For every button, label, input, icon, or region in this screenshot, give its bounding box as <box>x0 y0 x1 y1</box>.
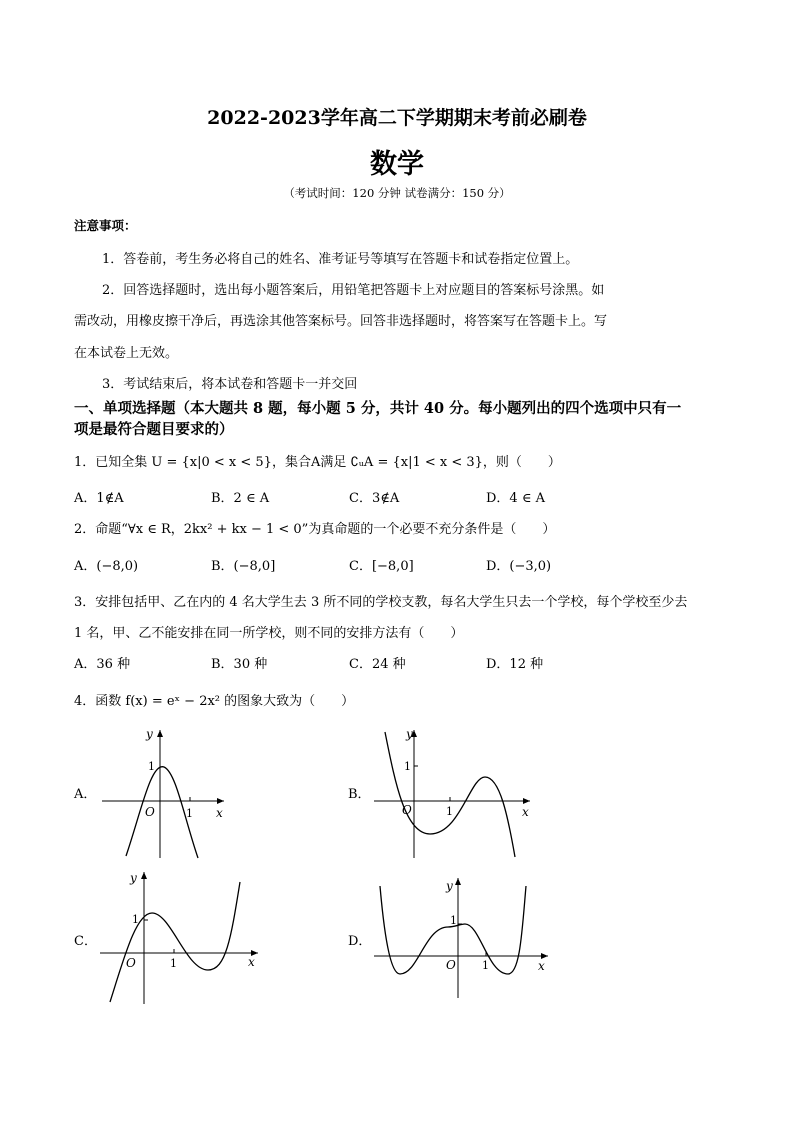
q4-option-d-label[interactable]: D． <box>348 934 372 949</box>
note-item-2-line1: 2．回答选择题时，选出每小题答案后，用铅笔把答题卡上对应题目的答案标号涂黑。如 <box>102 283 605 298</box>
paper-title: 2022-2023学年高二下学期期末考前必刷卷 <box>207 107 587 129</box>
section-1-heading-line1: 一、单项选择题（本大题共 8 题，每小题 5 分，共计 40 分。每小题列出的四个选项中只有一 <box>74 400 682 417</box>
graph-c-x-label: x <box>248 955 255 969</box>
subject-title: 数学 <box>370 149 424 180</box>
graph-b-origin-label: O <box>402 803 412 817</box>
q4-graph-c[interactable] <box>96 868 266 1008</box>
q1-option-a[interactable]: A．1∉A <box>74 491 124 506</box>
note-item-1: 1．答卷前，考生务必将自己的姓名、准考证号等填写在答题卡和试卷指定位置上。 <box>102 252 579 267</box>
q1-option-d[interactable]: D．4 ∈ A <box>486 491 545 506</box>
question-1-stem: 1．已知全集 U = {x|0 < x < 5}，集合A满足 ∁ᵤA = {x|1 < x < 3}，则（ ） <box>74 455 561 470</box>
q4-graph-d[interactable] <box>370 872 556 1002</box>
graph-b-y-label: y <box>406 727 413 741</box>
exam-info: （考试时间：120 分钟 试卷满分：150 分） <box>283 186 511 200</box>
question-4-stem: 4．函数 f(x) = eˣ − 2x² 的图象大致为（ ） <box>74 694 355 709</box>
q1-option-b[interactable]: B．2 ∈ A <box>211 491 270 506</box>
graph-a-origin-label: O <box>145 805 155 819</box>
graph-b-tick-y: 1 <box>404 760 411 773</box>
graph-c-y-label: y <box>130 871 137 885</box>
q2-option-b[interactable]: B．(−8,0] <box>211 559 276 574</box>
graph-a-y-label: y <box>146 727 153 741</box>
note-item-2-line3: 在本试卷上无效。 <box>74 346 179 361</box>
q2-option-c[interactable]: C．[−8,0] <box>349 559 414 574</box>
graph-d-x-label: x <box>538 959 545 973</box>
q4-option-b-label[interactable]: B． <box>348 787 371 802</box>
section-1-heading-line2: 项是最符合题目要求的） <box>74 421 234 438</box>
graph-a-x-label: x <box>216 806 223 820</box>
graph-a-tick-x: 1 <box>186 807 193 820</box>
q2-option-a[interactable]: A．(−8,0) <box>74 559 139 574</box>
note-item-3: 3．考试结束后，将本试卷和答题卡一并交回 <box>102 377 358 392</box>
graph-b-tick-x: 1 <box>446 805 453 818</box>
question-2-stem: 2．命题“∀x ∈ R，2kx² + kx − 1 < 0”为真命题的一个必要不充分条件是（ ） <box>74 522 556 537</box>
q3-option-d[interactable]: D．12 种 <box>486 657 544 672</box>
q4-option-a-label[interactable]: A． <box>74 787 97 802</box>
graph-d-tick-x: 1 <box>482 959 489 972</box>
graph-c-tick-x: 1 <box>170 957 177 970</box>
q4-graph-a[interactable] <box>96 722 236 862</box>
q1-option-c[interactable]: C．3∉A <box>349 491 400 506</box>
notes-heading: 注意事项： <box>74 218 137 233</box>
q3-option-b[interactable]: B．30 种 <box>211 657 268 672</box>
graph-b-x-label: x <box>522 805 529 819</box>
q3-option-a[interactable]: A．36 种 <box>74 657 131 672</box>
graph-c-origin-label: O <box>126 956 136 970</box>
graph-c-tick-y: 1 <box>132 913 139 926</box>
graph-d-origin-label: O <box>446 958 456 972</box>
graph-d-y-label: y <box>446 879 453 893</box>
q4-graph-b[interactable] <box>370 722 540 862</box>
q3-option-c[interactable]: C．24 种 <box>349 657 406 672</box>
question-3-stem-line1: 3．安排包括甲、乙在内的 4 名大学生去 3 所不同的学校支教，每名大学生只去一个学校，每个学校至少去 <box>74 595 688 610</box>
graph-d-tick-y: 1 <box>450 914 457 927</box>
note-item-2-line2: 需改动，用橡皮擦干净后，再选涂其他答案标号。回答非选择题时，将答案写在答题卡上。写 <box>74 314 608 329</box>
q4-option-c-label[interactable]: C． <box>74 934 97 949</box>
graph-a-tick-y: 1 <box>148 760 155 773</box>
question-3-stem-line2: 1 名，甲、乙不能安排在同一所学校，则不同的安排方法有（ ） <box>74 626 464 641</box>
q2-option-d[interactable]: D．(−3,0) <box>486 559 552 574</box>
